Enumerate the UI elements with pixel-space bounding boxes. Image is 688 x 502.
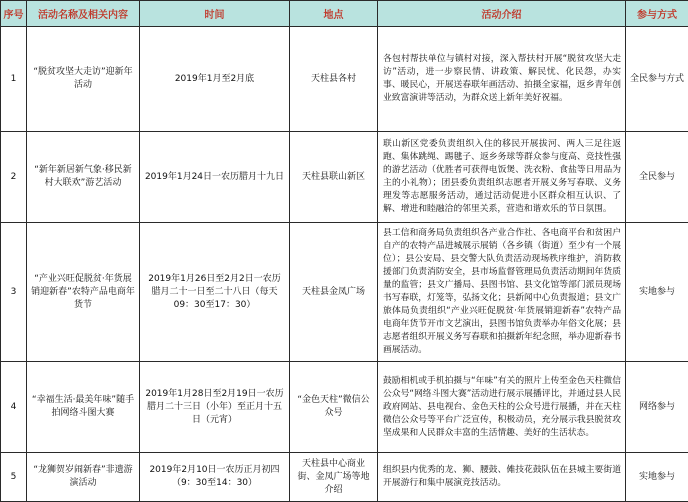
event-name: “龙狮贺岁闹新春”非遗游演活动	[27, 453, 140, 502]
table-header-row	[1, 1, 688, 27]
header-intro: 活动介绍	[378, 1, 626, 27]
event-intro: 鼓励相机或手机拍摄与“年味”有关的照片上传至金色天柱微信公众号“网络斗图大赛”活动进行展示展播评比，并通过县人民政府网站、县电视台、金色天柱的公众号进行展播，并在天柱微信公众号等平台广泛宣传，积极动员，充分展示我县脱贫攻坚成果和人民群众丰富的生活情趣、美好的生活状态。	[378, 362, 626, 453]
participation-mode: 实地参与	[626, 223, 688, 362]
table-row	[1, 362, 688, 453]
participation-mode: 全民参与方式	[626, 27, 688, 132]
event-place: 天柱县各村	[290, 27, 378, 132]
table-row	[1, 132, 688, 223]
event-place: 天柱县中心商业街、金凤广场等地介绍	[290, 453, 378, 502]
event-time: 2019年1月至2月底	[140, 27, 290, 132]
table-row	[1, 453, 688, 502]
header-mode: 参与方式	[626, 1, 688, 27]
event-name: “脱贫攻坚大走访”迎新年活动	[27, 27, 140, 132]
event-time: 2019年2月10日一农历正月初四（9：30至14：30）	[140, 453, 290, 502]
event-name: “新年新居新气象·移民新村大联欢”游艺活动	[27, 132, 140, 223]
event-name: “产业兴旺促脱贫·年货展销迎新春”农特产品电商年货节	[27, 223, 140, 362]
event-time: 2019年1月28日至2月19日一农历腊月二十三日（小年）至正月十五日（元宵）	[140, 362, 290, 453]
header-index: 序号	[1, 1, 27, 27]
table-row	[1, 27, 688, 132]
header-time: 时间	[140, 1, 290, 27]
row-index: 1	[1, 27, 27, 132]
table-row	[1, 223, 688, 362]
header-place: 地点	[290, 1, 378, 27]
row-index: 5	[1, 453, 27, 502]
participation-mode: 全民参与	[626, 132, 688, 223]
event-time: 2019年1月26日至2月2日一农历腊月二十一日至二十八日（每天09：30至17：30）	[140, 223, 290, 362]
row-index: 3	[1, 223, 27, 362]
event-intro: 县工信和商务局负责组织各产业合作社、各电商平台和贫困户自产的农特产品进城展示展销（各乡镇（街道）至少有一个展位）；县公安局、县交警大队负责活动现场秩序维护，消防救援部门负责消防安全，县市场监督管理局负责活动期间年货质量的监管；县文广播局、县图书馆、县文化馆等部门派员现场书写春联，灯笼等，弘扬文化；县新闻中心负责报道；县文广旅体局负责组织“产业兴旺促脱贫·年货展销迎新春”农特产品电商年货节开市文艺演出，县图书馆负责举办年俗文化展；县志愿者组织开展义务写春联和拍摄新年纪念照，举办迎新春书画展活动。	[378, 223, 626, 362]
row-index: 4	[1, 362, 27, 453]
event-intro: 各包村帮扶单位与镇村对接，深入帮扶村开展“脱贫攻坚大走访”活动，进一步察民情、讲政策、解民忧、化民怨，办实事、暖民心，开展送春联年画活动、拍摄全家福，返乡青年创业致富演讲等活动，为群众送上新年美好祝福。	[378, 27, 626, 132]
participation-mode: 实地参与	[626, 453, 688, 502]
event-time: 2019年1月24日一农历腊月十九日	[140, 132, 290, 223]
event-intro: 联山新区党委负责组织入住的移民开展拔河、两人三足往返跑、集体跳绳、踢毽子、返乡务球等群众参与度高、竞技性强的游艺活动（优胜者可获得电饭煲、洗衣粉、食盐等日用品为主的小礼物）；团县委负责组织志愿者开展义务写春联、义务理发等志愿服务活动，通过活动促进小区群众相互认识、了解、增进和睦融洽的邻里关系，营造和谐欢乐的节日氛围。	[378, 132, 626, 223]
event-place: 天柱县金凤广场	[290, 223, 378, 362]
event-place: 天柱县联山新区	[290, 132, 378, 223]
header-name: 活动名称及相关内容	[27, 1, 140, 27]
event-place: “金色天柱”微信公众号	[290, 362, 378, 453]
participation-mode: 网络参与	[626, 362, 688, 453]
event-name: “幸福生活·最美年味”随手拍网络斗图大赛	[27, 362, 140, 453]
event-intro: 组织县内优秀的龙、狮、腰鼓、傩技花鼓队伍在县城主要街道开展游行和集中展演竞技活动。	[378, 453, 626, 502]
row-index: 2	[1, 132, 27, 223]
